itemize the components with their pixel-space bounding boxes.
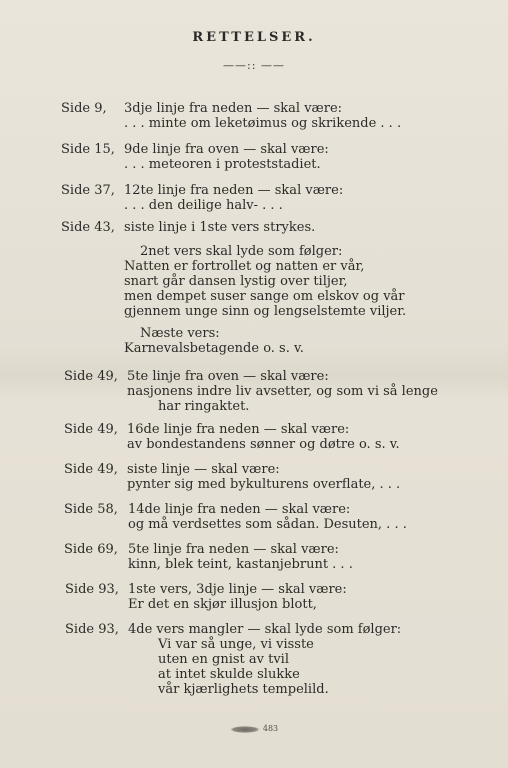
page-reference: Side 69, (64, 542, 118, 557)
page-title: RETTELSER. (192, 30, 316, 45)
correction-line: 14de linje fra neden — skal være: (128, 502, 351, 517)
verse-line: men dempet suser sange om elskov og vår (124, 289, 405, 304)
correction-line: . . . minte om leketøimus og skrikende . . . (124, 116, 402, 131)
correction-line: pynter sig med bykulturens overflate, . . . (127, 477, 401, 492)
page-reference: Side 43, (61, 220, 115, 235)
verse-line: snart går dansen lystig over tiljer, (124, 274, 348, 289)
correction-line: 4de vers mangler — skal lyde som følger: (128, 622, 402, 637)
correction-line: siste linje i 1ste vers strykes. (124, 220, 316, 235)
ornament-icon (230, 726, 260, 733)
page-reference: Side 37, (61, 183, 115, 198)
verse-line: uten en gnist av tvil (158, 652, 289, 667)
page-reference: Side 15, (61, 142, 115, 157)
correction-line: av bondestandens sønner og døtre o. s. v. (127, 437, 400, 452)
page-number: 483 (262, 724, 279, 733)
correction-line: og må verdsettes som sådan. Desuten, . . . (128, 517, 407, 532)
correction-line: Er det en skjør illusjon blott, (128, 597, 317, 612)
verse-line: at intet skulde slukke (158, 667, 300, 682)
correction-line: 2net vers skal lyde som følger: (140, 244, 343, 259)
correction-line: Næste vers: (140, 326, 220, 341)
page-reference: Side 49, (64, 369, 118, 384)
verse-line: vår kjærlighets tempelild. (158, 682, 329, 697)
correction-line: nasjonens indre liv avsetter, og som vi så lenge (127, 384, 438, 399)
correction-line: 16de linje fra neden — skal være: (127, 422, 350, 437)
title-divider: ——:: —— (223, 59, 285, 72)
correction-line: 5te linje fra oven — skal være: (127, 369, 329, 384)
verse-line: Natten er fortrollet og natten er vår, (124, 259, 365, 274)
page-footer (0, 724, 508, 733)
correction-line: kinn, blek teint, kastanjebrunt . . . (128, 557, 353, 572)
page-reference: Side 93, (65, 582, 119, 597)
verse-line: Vi var så unge, vi visste (158, 637, 314, 652)
verse-line: Karnevalsbetagende o. s. v. (124, 341, 304, 356)
correction-line: har ringaktet. (158, 399, 250, 414)
page-reference: Side 49, (64, 462, 118, 477)
page-reference: Side 9, (61, 101, 107, 116)
correction-line: 12te linje fra neden — skal være: (124, 183, 344, 198)
correction-line: siste linje — skal være: (127, 462, 280, 477)
page-reference: Side 58, (64, 502, 118, 517)
correction-line: . . . meteoren i proteststadiet. (124, 157, 321, 172)
correction-line: 3dje linje fra neden — skal være: (124, 101, 343, 116)
correction-line: 1ste vers, 3dje linje — skal være: (128, 582, 347, 597)
correction-line: 9de linje fra oven — skal være: (124, 142, 329, 157)
correction-line: . . . den deilige halv- . . . (124, 198, 283, 213)
page-reference: Side 49, (64, 422, 118, 437)
verse-line: gjennem unge sinn og lengselstemte viljer. (124, 304, 407, 319)
correction-line: 5te linje fra neden — skal være: (128, 542, 339, 557)
page-reference: Side 93, (65, 622, 119, 637)
